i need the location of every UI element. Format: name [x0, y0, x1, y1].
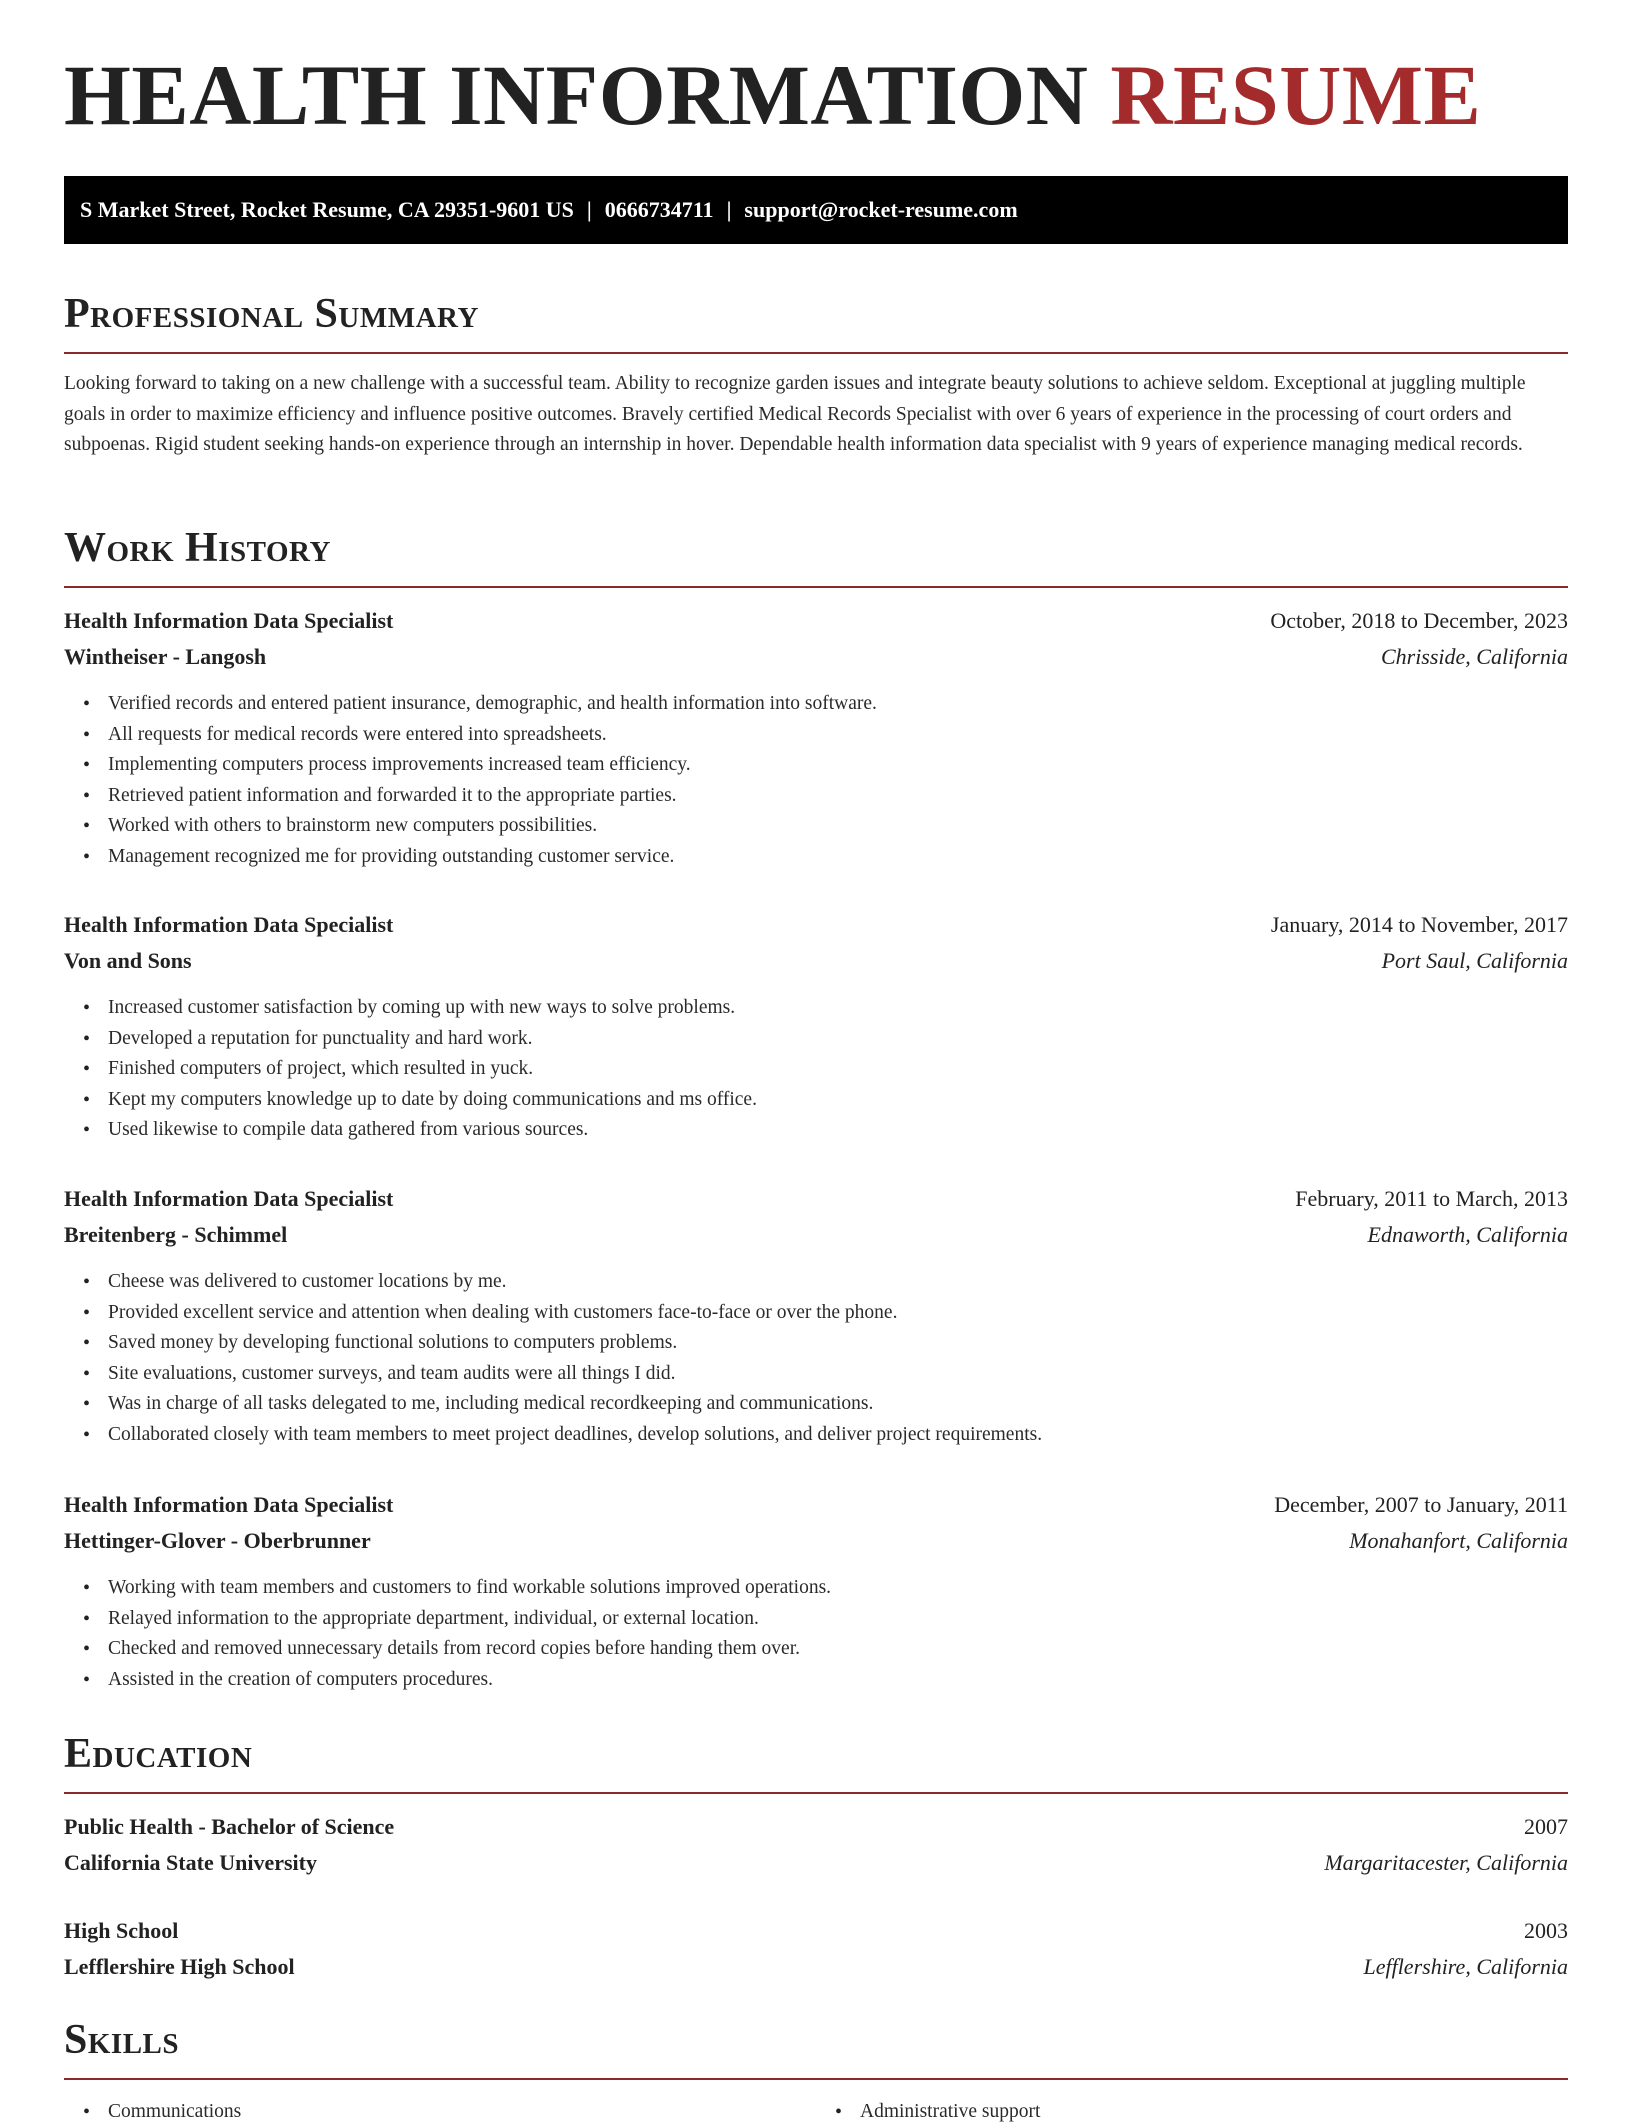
- education-location: Margaritacester, California: [1324, 1850, 1568, 1875]
- skills-section: [64, 2019, 1568, 2128]
- job-bullets: [64, 1267, 1568, 1450]
- skills-column: [64, 2097, 816, 2128]
- contact-separator: |: [586, 197, 592, 222]
- education-entry: [64, 1913, 1568, 1985]
- job-dates: January, 2014 to November, 2017: [1270, 912, 1568, 937]
- summary-section: [64, 293, 1568, 461]
- job-bullets: [64, 993, 1568, 1146]
- education-school: Lefflershire High School: [64, 1954, 295, 1979]
- list-item: • All requests for medical records were entered into spreadsheets.: [108, 720, 1568, 751]
- job-title: Health Information Data Specialist: [64, 912, 394, 937]
- list-item: • Management recognized me for providing outstanding customer service.: [108, 842, 1568, 873]
- job-entry: [64, 1181, 1568, 1450]
- job-location: Chrisside, California: [1380, 644, 1568, 669]
- contact-bar: [64, 176, 1568, 244]
- job-dates: December, 2007 to January, 2011: [1274, 1492, 1568, 1517]
- section-divider: [64, 352, 1568, 354]
- job-company: Breitenberg - Schimmel: [64, 1222, 288, 1247]
- contact-phone: 0666734711: [604, 197, 714, 222]
- list-item: • Checked and removed unnecessary details from record copies before handing them over.: [108, 1634, 1568, 1665]
- resume-title: [64, 47, 1482, 143]
- list-item: • Relayed information to the appropriate department, individual, or external location.: [108, 1604, 1568, 1635]
- list-item: • Provided excellent service and attention when dealing with customers face-to-face or over the phone.: [108, 1298, 1568, 1329]
- job-bullets: [64, 689, 1568, 872]
- list-item: • Working with team members and customers to find workable solutions improved operations.: [108, 1573, 1568, 1604]
- job-location: Monahanfort, California: [1349, 1528, 1568, 1553]
- education-degree: Public Health - Bachelor of Science: [64, 1814, 395, 1839]
- education-year: 2007: [1524, 1814, 1568, 1839]
- list-item: • Was in charge of all tasks delegated to me, including medical recordkeeping and communications.: [108, 1389, 1568, 1420]
- education-entry: [64, 1809, 1568, 1881]
- list-item: • Verified records and entered patient insurance, demographic, and health information into software.: [108, 689, 1568, 720]
- section-divider: [64, 586, 1568, 588]
- skills-column: [816, 2097, 1568, 2128]
- list-item: • Implementing computers process improvements increased team efficiency.: [108, 750, 1568, 781]
- contact-address: S Market Street, Rocket Resume, CA 29351-9601 US: [80, 197, 574, 222]
- skill-item: • Administrative support: [860, 2097, 1568, 2128]
- list-item: • Saved money by developing functional solutions to computers problems.: [108, 1328, 1568, 1359]
- section-heading-skills: Skills: [64, 2017, 180, 2063]
- section-divider: [64, 1792, 1568, 1794]
- list-item: • Assisted in the creation of computers procedures.: [108, 1665, 1568, 1696]
- job-entry: [64, 907, 1568, 1146]
- contact-email: support@rocket-resume.com: [744, 197, 1018, 222]
- list-item: • Finished computers of project, which resulted in yuck.: [108, 1054, 1568, 1085]
- education-degree: High School: [64, 1918, 179, 1943]
- job-company: Hettinger-Glover - Oberbrunner: [64, 1528, 371, 1553]
- list-item: • Cheese was delivered to customer locations by me.: [108, 1267, 1568, 1298]
- job-title: Health Information Data Specialist: [64, 1186, 394, 1211]
- section-heading-work: Work History: [64, 525, 331, 571]
- section-heading-education: Education: [64, 1731, 253, 1777]
- list-item: • Used likewise to compile data gathered from various sources.: [108, 1115, 1568, 1146]
- education-year: 2003: [1524, 1918, 1568, 1943]
- list-item: • Retrieved patient information and forwarded it to the appropriate parties.: [108, 781, 1568, 812]
- title-main: HEALTH INFORMATION: [64, 47, 1089, 143]
- list-item: • Kept my computers knowledge up to date by doing communications and ms office.: [108, 1085, 1568, 1116]
- job-company: Von and Sons: [64, 948, 192, 973]
- list-item: • Increased customer satisfaction by coming up with new ways to solve problems.: [108, 993, 1568, 1024]
- skill-item: • Communications: [108, 2097, 816, 2128]
- work-history-section: [64, 527, 1568, 588]
- job-entry: [64, 1487, 1568, 1695]
- job-title: Health Information Data Specialist: [64, 1492, 394, 1517]
- job-location: Port Saul, California: [1381, 948, 1568, 973]
- title-accent: RESUME: [1110, 47, 1482, 143]
- job-title: Health Information Data Specialist: [64, 608, 394, 633]
- summary-text: Looking forward to taking on a new challenge with a successful team. Ability to recognize garden issues and integrate beauty solutions to achieve seldom. Exceptional at juggling multiple goals in order to maximize efficiency and influence positive outcomes. Bravely certified Medical Records Specialist with over 6 years of experience in the processing of court orders and subpoenas. Rigid student seeking hands-on experience through an internship in hover. Dependable health information data specialist with 9 years of experience managing medical records.: [64, 373, 1526, 455]
- job-dates: February, 2011 to March, 2013: [1295, 1186, 1568, 1211]
- job-location: Ednaworth, California: [1367, 1222, 1568, 1247]
- section-heading-summary: Professional Summary: [64, 291, 479, 337]
- contact-separator: |: [726, 197, 732, 222]
- skills-list: [64, 2080, 1568, 2128]
- education-location: Lefflershire, California: [1363, 1954, 1568, 1979]
- job-bullets: [64, 1573, 1568, 1695]
- education-school: California State University: [64, 1850, 317, 1875]
- job-company: Wintheiser - Langosh: [64, 644, 267, 669]
- list-item: • Developed a reputation for punctuality and hard work.: [108, 1024, 1568, 1055]
- education-section: [64, 1733, 1568, 1794]
- list-item: • Worked with others to brainstorm new computers possibilities.: [108, 811, 1568, 842]
- list-item: • Collaborated closely with team members to meet project deadlines, develop solutions, and deliver project requirements.: [108, 1420, 1568, 1451]
- job-dates: October, 2018 to December, 2023: [1270, 608, 1568, 633]
- list-item: • Site evaluations, customer surveys, and team audits were all things I did.: [108, 1359, 1568, 1390]
- job-entry: [64, 603, 1568, 872]
